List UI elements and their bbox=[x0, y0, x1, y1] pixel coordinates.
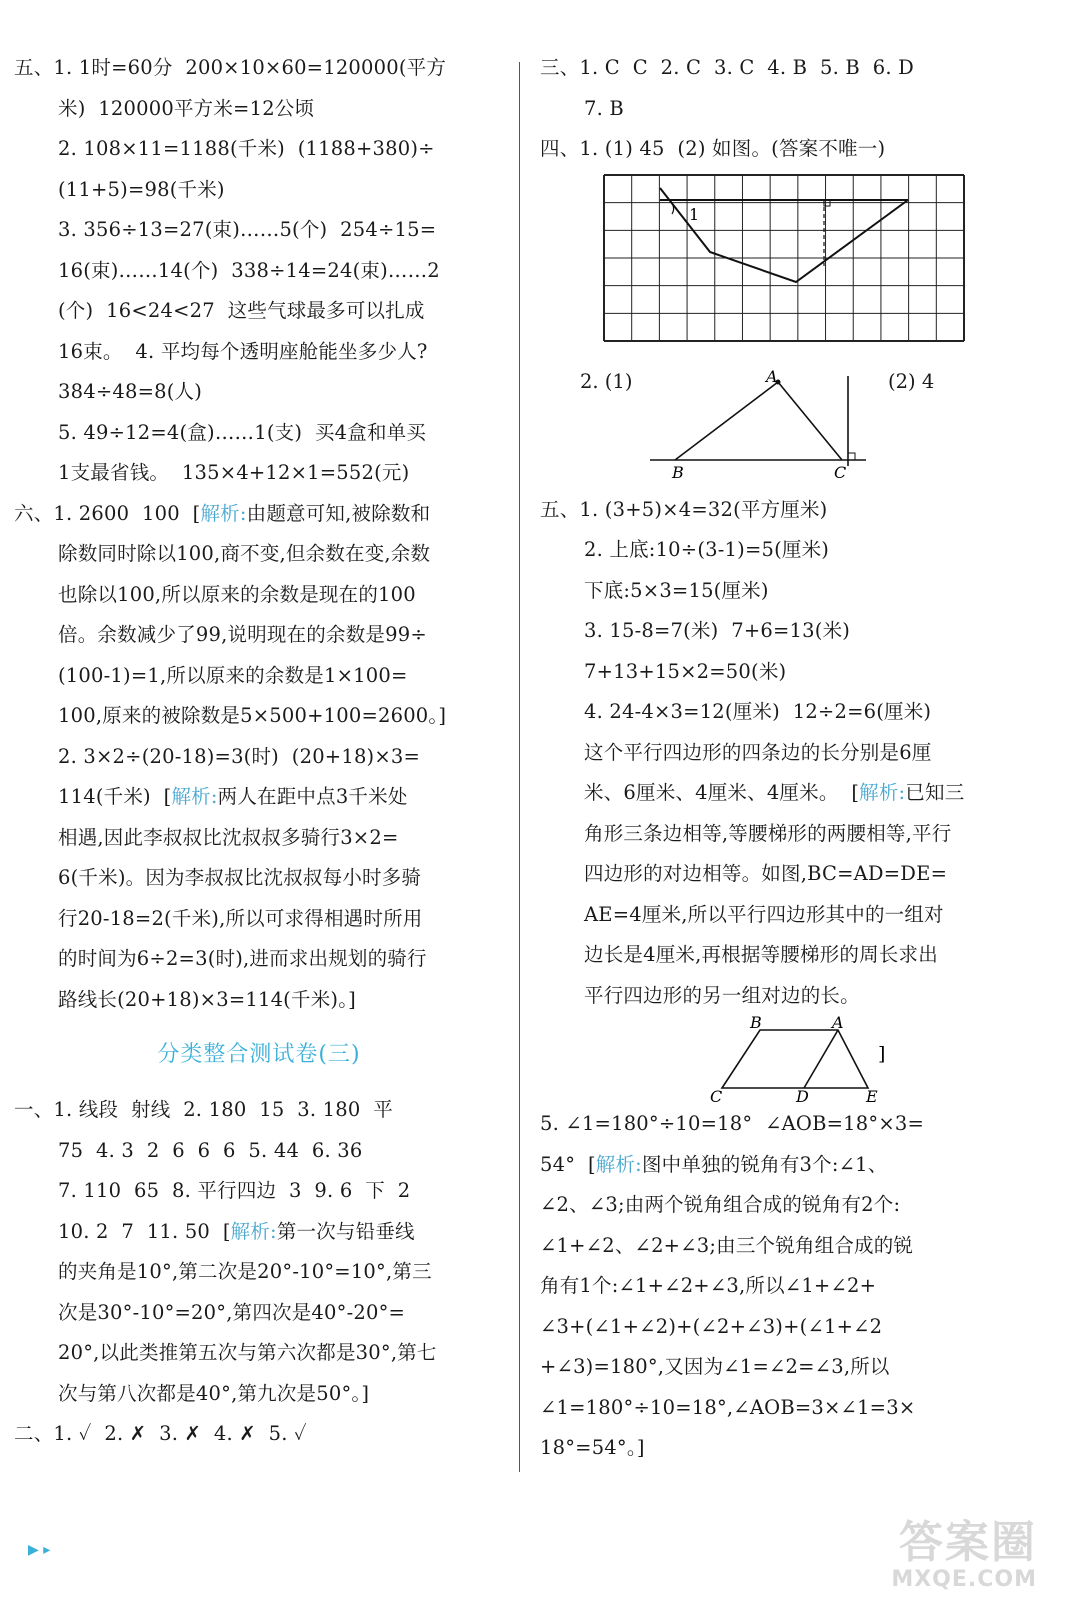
text-line: 16(束)……14(个) 338÷14=24(束)……2 bbox=[58, 258, 440, 282]
watermark-url: MXQE.COM bbox=[891, 1567, 1037, 1592]
trapezoid-figure bbox=[540, 1016, 1030, 1104]
text-line: 的时间为6÷2=3(时),进而求出规划的骑行 bbox=[58, 947, 427, 970]
text-line: 二、1. ✓ 2. ✗ 3. ✗ 4. ✗ 5. ✓ bbox=[14, 1422, 307, 1445]
text-line: 384÷48=8(人) bbox=[58, 380, 203, 403]
label-b: B bbox=[672, 462, 684, 482]
text-segment: 米、6厘米、4厘米、4厘米。 [ bbox=[584, 781, 860, 804]
label-c: C bbox=[710, 1087, 723, 1104]
text-line: 7. B bbox=[584, 96, 624, 120]
text-line: 的夹角是10°,第二次是20°-10°=10°,第三 bbox=[58, 1260, 432, 1283]
watermark bbox=[891, 1519, 1037, 1592]
text-line: 20°,以此类推第五次与第六次都是30°,第七 bbox=[58, 1341, 437, 1364]
side-ab bbox=[675, 382, 778, 460]
text-line: 路线长(20+18)×3=114(千米)。] bbox=[58, 987, 356, 1011]
text-line: ∠1+∠2、∠2+∠3;由三个锐角组合成的锐 bbox=[540, 1233, 914, 1257]
text-line: 角形三条边相等,等腰梯形的两腰相等,平行 bbox=[584, 821, 952, 845]
analysis-label: 解析: bbox=[230, 1219, 277, 1243]
text-segment: 114(千米) [ bbox=[58, 785, 172, 808]
text-line: 2. 3×2÷(20-18)=3(时) (20+18)×3= bbox=[58, 744, 421, 768]
text-line: 边长是4厘米,再根据等腰梯形的周长求出 bbox=[584, 943, 938, 966]
text-line bbox=[540, 773, 1030, 814]
page-arrows: ▶ ▸ bbox=[28, 1542, 51, 1558]
text-line: 米) 120000平方米=12公顷 bbox=[58, 96, 315, 120]
q2-answer: (2) 4 bbox=[888, 369, 935, 393]
grid-figure bbox=[540, 170, 1030, 370]
q2-label: 2. (1) bbox=[580, 369, 633, 393]
label-a: A bbox=[832, 1016, 844, 1032]
analysis-label: 解析: bbox=[859, 781, 906, 804]
text-line bbox=[14, 1212, 504, 1253]
text-line: 行20-18=2(千米),所以可求得相遇时所用 bbox=[58, 906, 423, 930]
text-line: 五、1. (3+5)×4=32(平方厘米) bbox=[540, 497, 828, 521]
text-line: 也除以100,所以原来的余数是现在的100 bbox=[58, 582, 416, 606]
text-line: 四、1. (1) 45 (2) 如图。(答案不唯一) bbox=[540, 137, 886, 160]
text-line: 四边形的对边相等。如图,BC=AD=DE= bbox=[584, 862, 948, 885]
text-line: 角有1个:∠1+∠2+∠3,所以∠1+∠2+ bbox=[540, 1274, 877, 1297]
analysis-label: 解析: bbox=[171, 785, 218, 808]
text-line: 3. 15-8=7(米) 7+6=13(米) bbox=[584, 619, 851, 642]
trapezoid bbox=[722, 1030, 868, 1088]
text-line: 次是30°-10°=20°,第四次是40°-20°= bbox=[58, 1300, 406, 1324]
segment-ad bbox=[804, 1030, 838, 1088]
text-line: 7. 110 65 8. 平行四边 3 9. 6 下 2 bbox=[58, 1179, 411, 1202]
column-divider bbox=[519, 62, 520, 1472]
text-line: ∠2、∠3;由两个锐角组合成的锐角有2个: bbox=[540, 1193, 901, 1216]
text-line: 五、1. 1时=60分 200×10×60=120000(平方 bbox=[14, 56, 447, 79]
triangle-figure bbox=[540, 370, 1030, 490]
text-line: 2. 108×11=1188(千米) (1188+380)÷ bbox=[58, 137, 435, 160]
text-segment: 已知三 bbox=[905, 781, 965, 804]
text-line: 100,原来的被除数是5×500+100=2600。] bbox=[58, 704, 447, 727]
text-line: 平行四边形的另一组对边的长。 bbox=[584, 983, 860, 1007]
text-line: 次与第八次都是40°,第九次是50°。] bbox=[58, 1381, 370, 1405]
text-line: 这个平行四边形的四条边的长分别是6厘 bbox=[584, 740, 932, 764]
label-b: B bbox=[750, 1016, 762, 1032]
grid-svg bbox=[540, 170, 1030, 370]
text-segment: 10. 2 7 11. 50 [ bbox=[58, 1219, 231, 1243]
text-line: 5. 49÷12=4(盒)……1(支) 买4盒和单买 bbox=[58, 420, 427, 444]
text-line: AE=4厘米,所以平行四边形其中的一组对 bbox=[584, 902, 944, 926]
text-line: ∠3+(∠1+∠2)+(∠2+∠3)+(∠1+∠2 bbox=[540, 1314, 883, 1338]
text-line: ∠1=180°÷10=18°,∠AOB=3×∠1=3× bbox=[540, 1395, 916, 1419]
text-line: +∠3)=180°,又因为∠1=∠2=∠3,所以 bbox=[540, 1355, 890, 1378]
text-segment: 图中单独的锐角有3个:∠1、 bbox=[641, 1152, 888, 1176]
text-line: 6(千米)。因为李叔叔比沈叔叔每小时多骑 bbox=[58, 866, 422, 889]
text-segment: 两人在距中点3千米处 bbox=[217, 785, 408, 808]
left-column bbox=[14, 48, 504, 1455]
text-line: 一、1. 线段 射线 2. 180 15 3. 180 平 bbox=[14, 1098, 393, 1121]
text-line: 倍。余数减少了99,说明现在的余数是99÷ bbox=[58, 623, 427, 646]
text-line: 18°=54°。] bbox=[540, 1436, 645, 1459]
text-line bbox=[14, 494, 504, 535]
text-line: 3. 356÷13=27(束)……5(个) 254÷15= bbox=[58, 218, 437, 241]
text-segment: 六、1. 2600 100 [ bbox=[14, 501, 201, 525]
text-line: 除数同时除以100,商不变,但余数在变,余数 bbox=[58, 542, 431, 565]
right-angle-mark bbox=[848, 453, 855, 460]
text-line: (个) 16<24<27 这些气球最多可以扎成 bbox=[58, 299, 425, 322]
label-d: D bbox=[796, 1087, 809, 1104]
text-line: 4. 24-4×3=12(厘米) 12÷2=6(厘米) bbox=[584, 700, 932, 723]
label-a: A bbox=[766, 369, 778, 386]
text-line bbox=[540, 1145, 1030, 1186]
broken-line bbox=[660, 188, 908, 282]
text-segment: 由题意可知,被除数和 bbox=[246, 501, 431, 525]
closing-bracket: ] bbox=[878, 1043, 886, 1065]
label-c: C bbox=[834, 462, 847, 482]
angle-label: 1 bbox=[689, 204, 700, 224]
analysis-label: 解析: bbox=[595, 1152, 642, 1176]
text-line: 三、1. C C 2. C 3. C 4. B 5. B 6. D bbox=[540, 56, 914, 79]
right-column bbox=[540, 48, 1030, 1469]
text-line: 75 4. 3 2 6 6 6 5. 44 6. 36 bbox=[58, 1138, 363, 1162]
text-line: 下底:5×3=15(厘米) bbox=[584, 578, 769, 602]
section-title: 分类整合测试卷(三) bbox=[157, 1042, 361, 1067]
text-line: 1支最省钱。 135×4+12×1=552(元) bbox=[58, 461, 410, 484]
label-e: E bbox=[866, 1087, 878, 1104]
text-line: (11+5)=98(千米) bbox=[58, 177, 225, 201]
text-line: 相遇,因此李叔叔比沈叔叔多骑行3×2= bbox=[58, 825, 399, 849]
analysis-label: 解析: bbox=[200, 501, 247, 525]
side-ac bbox=[778, 382, 842, 460]
text-line: 16束。 4. 平均每个透明座舱能坐多少人? bbox=[58, 339, 428, 363]
trapezoid-svg bbox=[540, 1016, 1030, 1104]
text-line: (100-1)=1,所以原来的余数是1×100= bbox=[58, 663, 408, 687]
text-segment: 第一次与铅垂线 bbox=[276, 1219, 415, 1243]
text-line: 7+13+15×2=50(米) bbox=[584, 659, 787, 683]
text-segment: 54° [ bbox=[540, 1152, 596, 1176]
watermark-logo: 答案圈 bbox=[899, 1517, 1037, 1568]
text-line: 2. 上底:10÷(3-1)=5(厘米) bbox=[584, 538, 830, 561]
text-line: 5. ∠1=180°÷10=18° ∠AOB=18°×3= bbox=[540, 1112, 925, 1135]
text-line bbox=[14, 777, 504, 818]
